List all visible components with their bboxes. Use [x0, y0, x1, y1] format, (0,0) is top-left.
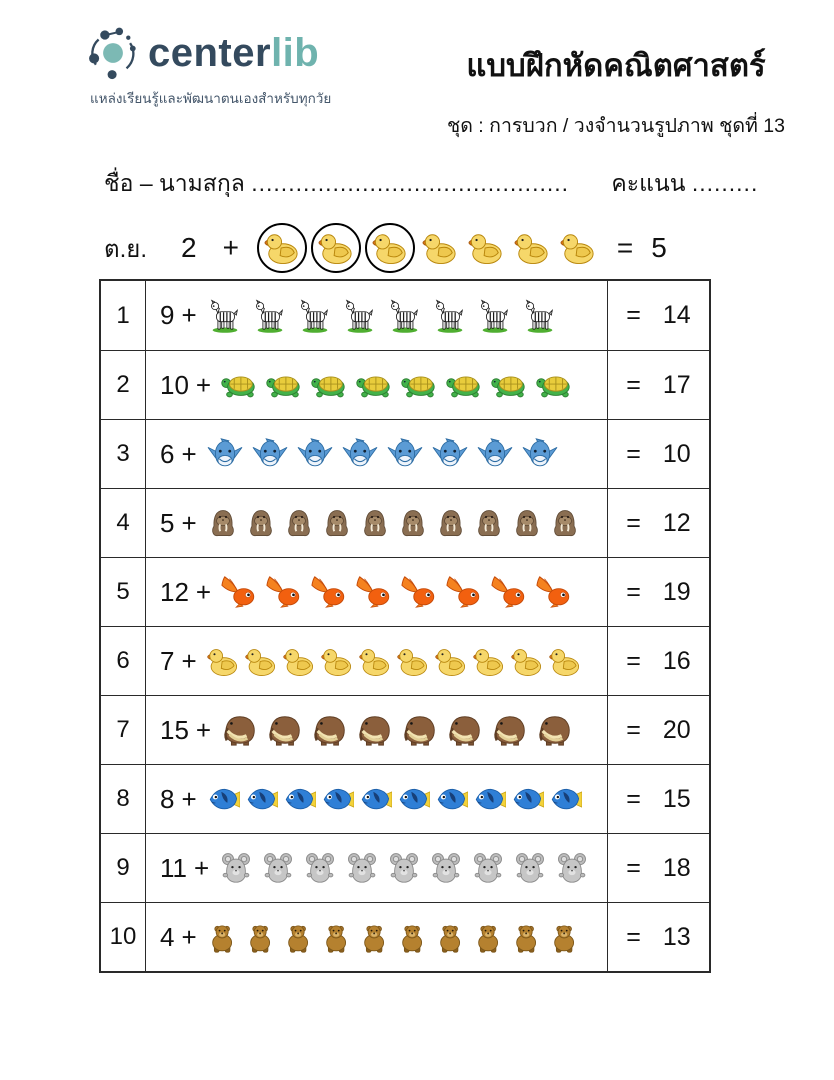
- mammoth-icon[interactable]: [265, 713, 303, 747]
- row-expression: [146, 420, 608, 488]
- equals-sign: =: [626, 370, 641, 399]
- plus-sign: +: [181, 300, 197, 330]
- answer-number: 12: [662, 508, 691, 537]
- blue-tang-fish-icon[interactable]: [282, 784, 316, 815]
- name-score-line: [104, 166, 758, 202]
- mouse-icon[interactable]: [470, 852, 506, 884]
- shark-icon[interactable]: [521, 437, 559, 471]
- shark-icon[interactable]: [476, 437, 514, 471]
- centerlib-wordmark: [148, 33, 319, 73]
- equals-sign: =: [626, 577, 641, 606]
- given-number: 5: [160, 507, 175, 538]
- goldfish-strip: [220, 575, 573, 609]
- row-number: 8: [101, 765, 146, 833]
- row-result: [608, 765, 709, 833]
- goldfish-icon[interactable]: [400, 575, 438, 609]
- goldfish-icon[interactable]: [535, 575, 573, 609]
- zebra-strip: [206, 299, 559, 333]
- equals-sign: =: [626, 715, 641, 744]
- turtle-icon[interactable]: [490, 368, 528, 402]
- bear-icon[interactable]: [396, 922, 430, 953]
- centerlib-network-icon: [86, 24, 140, 82]
- turtle-icon[interactable]: [355, 368, 393, 402]
- blue-tang-fish-icon[interactable]: [396, 784, 430, 815]
- walrus-icon[interactable]: [548, 508, 582, 539]
- row-number: 1: [101, 281, 146, 350]
- table-row: [101, 764, 709, 833]
- row-expression: [146, 351, 608, 419]
- answer-number: 15: [662, 784, 691, 813]
- answer-number: 10: [662, 439, 691, 468]
- duck-item[interactable]: [557, 230, 599, 266]
- bear-icon[interactable]: [510, 922, 544, 953]
- blue-tang-fish-icon[interactable]: [472, 784, 506, 815]
- row-number: 6: [101, 627, 146, 695]
- duck-icon[interactable]: [513, 231, 551, 265]
- mouse-icon[interactable]: [428, 852, 464, 884]
- row-number: 9: [101, 834, 146, 902]
- answer-number: 20: [662, 715, 691, 744]
- row-result: [608, 558, 709, 626]
- zebra-icon[interactable]: [431, 299, 469, 333]
- blue-tang-fish-icon[interactable]: [510, 784, 544, 815]
- example-given-number: 2: [180, 232, 197, 263]
- goldfish-icon[interactable]: [265, 575, 303, 609]
- walrus-icon[interactable]: [434, 508, 468, 539]
- bear-icon[interactable]: [206, 922, 240, 953]
- plus-sign: +: [195, 369, 212, 400]
- zebra-icon[interactable]: [251, 299, 289, 333]
- row-result: [608, 627, 709, 695]
- given-number: 8: [160, 783, 175, 814]
- answer-number: 18: [662, 853, 691, 882]
- row-number: 10: [101, 903, 146, 971]
- walrus-icon[interactable]: [358, 508, 392, 539]
- example-label: ต.ย.: [104, 235, 147, 263]
- turtle-icon[interactable]: [400, 368, 438, 402]
- row-expression: [146, 558, 608, 626]
- goldfish-icon[interactable]: [220, 575, 258, 609]
- example-answer: 5: [651, 232, 667, 263]
- walrus-strip: [206, 508, 582, 539]
- zebra-icon[interactable]: [296, 299, 334, 333]
- equals-sign: =: [626, 853, 641, 882]
- given-number: 11: [160, 852, 187, 883]
- equals-sign: =: [626, 439, 641, 468]
- row-expression: [146, 696, 608, 764]
- row-expression: [146, 627, 608, 695]
- table-row: [101, 902, 709, 971]
- table-row: [101, 350, 709, 419]
- answer-number: 19: [662, 577, 691, 606]
- wordmark-center: center: [148, 31, 272, 75]
- walrus-icon[interactable]: [244, 508, 278, 539]
- mammoth-icon[interactable]: [490, 713, 528, 747]
- worksheet-table: [99, 279, 711, 973]
- equals-sign: =: [616, 232, 634, 263]
- plus-sign: +: [181, 645, 197, 676]
- plus-sign: +: [181, 507, 197, 538]
- row-number: 2: [101, 351, 146, 419]
- shark-icon[interactable]: [431, 437, 469, 471]
- given-number: 6: [160, 438, 175, 469]
- duck-icon[interactable]: [358, 646, 392, 677]
- given-number: 7: [160, 645, 175, 676]
- blue-tang-fish-icon[interactable]: [244, 784, 278, 815]
- row-result: [608, 281, 709, 350]
- duck-icon[interactable]: [548, 646, 582, 677]
- duck-item[interactable]: [511, 230, 553, 266]
- walrus-icon[interactable]: [320, 508, 354, 539]
- centerlib-logo: [86, 24, 331, 109]
- logo-tagline: แหล่งเรียนรู้และพัฒนาตนเองสำหรับทุกวัย: [90, 91, 332, 106]
- given-number: 4: [160, 921, 175, 952]
- shark-icon[interactable]: [251, 437, 289, 471]
- mouse-icon[interactable]: [302, 852, 338, 884]
- row-expression: [146, 765, 608, 833]
- mouse-icon[interactable]: [344, 852, 380, 884]
- circled-duck[interactable]: [311, 223, 361, 273]
- turtle-icon[interactable]: [265, 368, 303, 402]
- row-result: [608, 696, 709, 764]
- name-label: ชื่อ – นามสกุล: [104, 170, 245, 196]
- turtle-icon[interactable]: [310, 368, 348, 402]
- blue-tang-strip: [206, 784, 582, 815]
- circled-duck[interactable]: [365, 223, 415, 273]
- mouse-icon[interactable]: [386, 852, 422, 884]
- row-result: [608, 903, 709, 971]
- shark-icon[interactable]: [296, 437, 334, 471]
- mouse-icon[interactable]: [218, 852, 254, 884]
- example-row: [104, 216, 667, 280]
- plus-sign: +: [194, 852, 210, 883]
- given-number: 10: [160, 369, 189, 400]
- duck-icon[interactable]: [371, 231, 409, 265]
- row-number: 4: [101, 489, 146, 557]
- turtle-icon[interactable]: [445, 368, 483, 402]
- answer-number: 16: [662, 646, 691, 675]
- turtle-icon[interactable]: [535, 368, 573, 402]
- row-result: [608, 489, 709, 557]
- duck-icon[interactable]: [510, 646, 544, 677]
- mammoth-icon[interactable]: [400, 713, 438, 747]
- row-expression: [146, 489, 608, 557]
- turtle-icon[interactable]: [220, 368, 258, 402]
- row-result: [608, 420, 709, 488]
- zebra-icon[interactable]: [476, 299, 514, 333]
- duck-icon[interactable]: [559, 231, 597, 265]
- duck-icon[interactable]: [206, 646, 240, 677]
- given-number: 15: [160, 714, 189, 745]
- answer-number: 13: [662, 922, 691, 951]
- goldfish-icon[interactable]: [490, 575, 528, 609]
- table-row: [101, 281, 709, 350]
- bear-icon[interactable]: [472, 922, 506, 953]
- worksheet-title: แบบฝึกหัดคณิตศาสตร์: [466, 48, 766, 83]
- bear-icon[interactable]: [434, 922, 468, 953]
- duck-icon[interactable]: [282, 646, 316, 677]
- row-number: 5: [101, 558, 146, 626]
- table-row: [101, 488, 709, 557]
- wordmark-lib: lib: [271, 31, 320, 75]
- table-row: [101, 419, 709, 488]
- walrus-icon[interactable]: [282, 508, 316, 539]
- worksheet-subtitle: ชุด : การบวก / วงจำนวนรูปภาพ ชุดที่ 13: [446, 115, 785, 137]
- mammoth-icon[interactable]: [535, 713, 573, 747]
- turtle-strip: [220, 368, 573, 402]
- blue-tang-fish-icon[interactable]: [320, 784, 354, 815]
- equals-sign: =: [626, 508, 641, 537]
- bear-icon[interactable]: [244, 922, 278, 953]
- circled-duck[interactable]: [257, 223, 307, 273]
- name-fill-in-field[interactable]: ...........................................: [251, 170, 570, 196]
- duck-icon[interactable]: [244, 646, 278, 677]
- row-result: [608, 834, 709, 902]
- row-result: [608, 351, 709, 419]
- zebra-icon[interactable]: [206, 299, 244, 333]
- equals-sign: =: [626, 784, 641, 813]
- mammoth-icon[interactable]: [220, 713, 258, 747]
- walrus-icon[interactable]: [472, 508, 506, 539]
- given-number: 12: [160, 576, 189, 607]
- duck-item[interactable]: [419, 230, 461, 266]
- title-block: [416, 40, 816, 141]
- goldfish-icon[interactable]: [310, 575, 348, 609]
- bear-icon[interactable]: [282, 922, 316, 953]
- duck-icon[interactable]: [472, 646, 506, 677]
- table-row: [101, 833, 709, 902]
- duck-strip: [206, 646, 582, 677]
- mouse-icon[interactable]: [260, 852, 296, 884]
- table-row: [101, 626, 709, 695]
- example-animal-strip: [257, 223, 599, 273]
- answer-number: 14: [662, 301, 691, 329]
- table-row: [101, 557, 709, 626]
- walrus-icon[interactable]: [206, 508, 240, 539]
- plus-sign: +: [181, 921, 197, 952]
- table-row: [101, 695, 709, 764]
- shark-icon[interactable]: [341, 437, 379, 471]
- plus-sign: +: [195, 714, 212, 745]
- answer-number: 17: [662, 370, 691, 399]
- goldfish-icon[interactable]: [355, 575, 393, 609]
- plus-sign: +: [222, 232, 239, 263]
- walrus-icon[interactable]: [510, 508, 544, 539]
- row-expression: [146, 903, 608, 971]
- mammoth-icon[interactable]: [355, 713, 393, 747]
- duck-icon[interactable]: [467, 231, 505, 265]
- equals-sign: =: [626, 646, 641, 675]
- blue-tang-fish-icon[interactable]: [548, 784, 582, 815]
- duck-icon[interactable]: [320, 646, 354, 677]
- row-expression: [146, 834, 608, 902]
- bear-icon[interactable]: [320, 922, 354, 953]
- duck-icon[interactable]: [434, 646, 468, 677]
- row-expression: [146, 281, 608, 350]
- mammoth-icon[interactable]: [310, 713, 348, 747]
- zebra-icon[interactable]: [341, 299, 379, 333]
- plus-sign: +: [181, 438, 197, 469]
- duck-icon[interactable]: [263, 231, 301, 265]
- duck-icon[interactable]: [421, 231, 459, 265]
- score-fill-in-field[interactable]: .........: [691, 170, 759, 196]
- zebra-icon[interactable]: [386, 299, 424, 333]
- given-number: 9: [160, 300, 175, 330]
- mouse-strip: [218, 852, 590, 884]
- duck-item[interactable]: [465, 230, 507, 266]
- bear-icon[interactable]: [358, 922, 392, 953]
- blue-tang-fish-icon[interactable]: [434, 784, 468, 815]
- shark-icon[interactable]: [386, 437, 424, 471]
- blue-tang-fish-icon[interactable]: [358, 784, 392, 815]
- plus-sign: +: [181, 783, 197, 814]
- bear-strip: [206, 922, 582, 953]
- row-number: 3: [101, 420, 146, 488]
- row-number: 7: [101, 696, 146, 764]
- mammoth-strip: [220, 713, 573, 747]
- score-label: คะแนน: [611, 170, 686, 196]
- mouse-icon[interactable]: [554, 852, 590, 884]
- mouse-icon[interactable]: [512, 852, 548, 884]
- walrus-icon[interactable]: [396, 508, 430, 539]
- plus-sign: +: [195, 576, 212, 607]
- equals-sign: =: [626, 922, 641, 951]
- shark-icon[interactable]: [206, 437, 244, 471]
- duck-icon[interactable]: [396, 646, 430, 677]
- mammoth-icon[interactable]: [445, 713, 483, 747]
- zebra-icon[interactable]: [521, 299, 559, 333]
- shark-strip: [206, 437, 559, 471]
- blue-tang-fish-icon[interactable]: [206, 784, 240, 815]
- duck-icon[interactable]: [317, 231, 355, 265]
- bear-icon[interactable]: [548, 922, 582, 953]
- goldfish-icon[interactable]: [445, 575, 483, 609]
- equals-sign: =: [626, 301, 641, 329]
